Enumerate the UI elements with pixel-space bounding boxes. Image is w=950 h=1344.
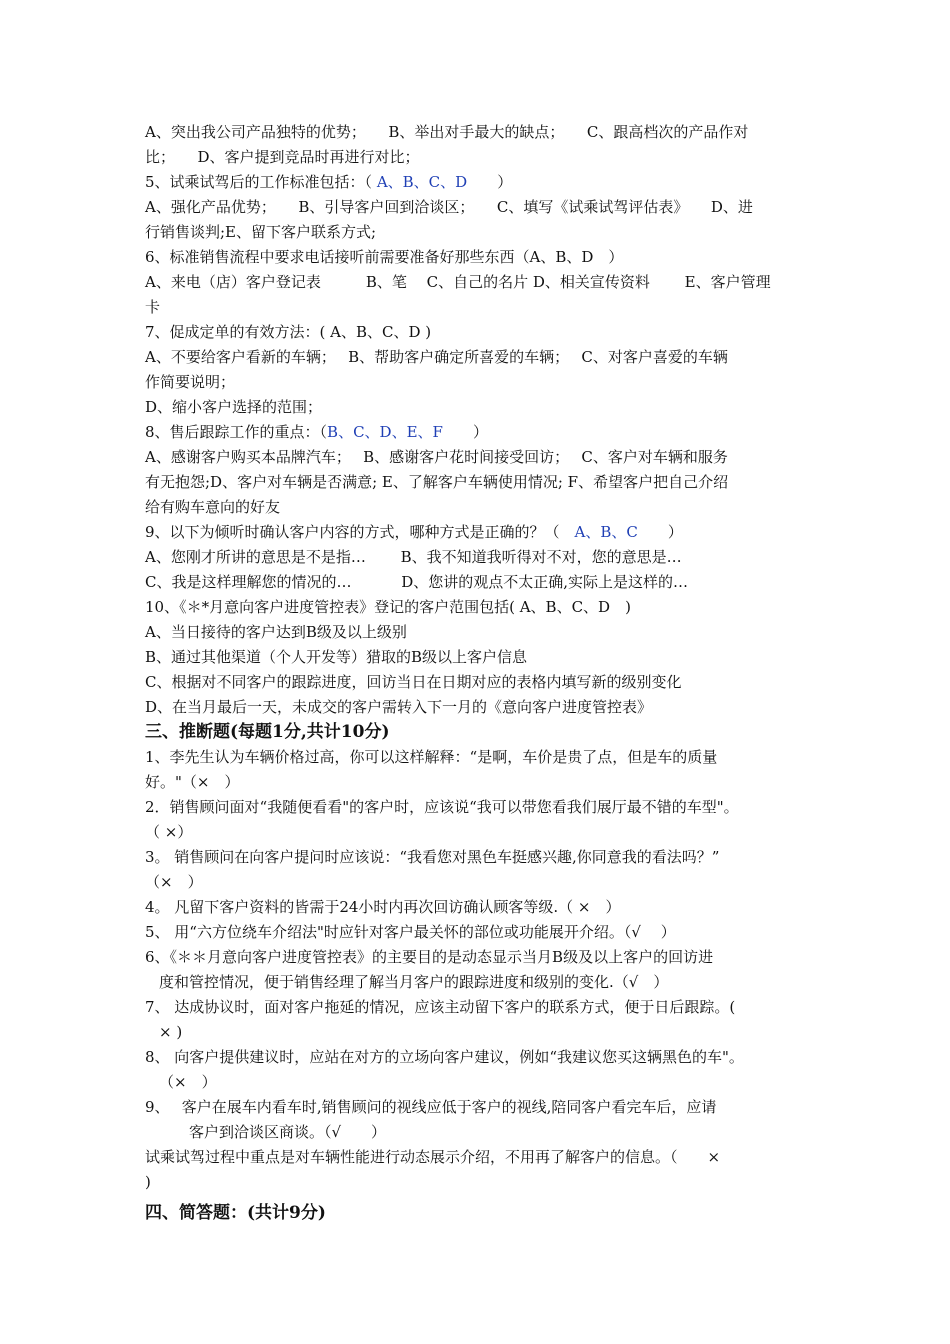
judge3-line2: （× ）	[145, 873, 203, 891]
q10-option-c: C、根据对不同客户的跟踪进度，回访当日在日期对应的表格内填写新的级别变化	[145, 673, 682, 691]
judge9-line2: 客户到洽谈区商谈。（√ ）	[189, 1123, 387, 1141]
judge10-line1: 试乘试驾过程中重点是对车辆性能进行动态展示介绍，不用再了解客户的信息。（ ×	[145, 1148, 721, 1166]
judge3-line1: 3。 销售顾问在向客户提问时应该说：“我看您对黑色车挺感兴趣,你同意我的看法吗？”	[145, 848, 720, 866]
q10-option-a: A、当日接待的客户达到B级及以上级别	[145, 623, 407, 641]
judge2-line2: （ ×）	[145, 823, 193, 841]
q7-options-line1: A、不要给客户看新的车辆； B、帮助客户确定所喜爱的车辆； C、对客户喜爱的车辆	[145, 348, 728, 366]
judge5: 5、 用“六方位绕车介绍法"时应针对客户最关怀的部位或功能展开介绍。（√ ）	[145, 923, 676, 941]
section4-title: 四、简答题：(共计9分)	[145, 1203, 326, 1223]
judge2-line1: 2．销售顾问面对“我随便看看"的客户时，应该说“我可以带您看我们展厅最不错的车型"。	[145, 798, 739, 816]
q10-option-d: D、在当月最后一天，未成交的客户需转入下一月的《意向客户进度管控表》	[145, 698, 653, 716]
q10-option-b: B、通过其他渠道（个人开发等）猎取的B级以上客户信息	[145, 648, 528, 666]
q9-options-line2: C、我是这样理解您的情况的… D、您讲的观点不太正确,实际上是这样的…	[145, 573, 689, 591]
q9-answer: A、B、C	[574, 523, 638, 541]
judge6-line2: 度和管控情况，便于销售经理了解当月客户的跟踪进度和级别的变化.（√ ）	[159, 973, 669, 991]
judge8-line2: （× ）	[159, 1073, 217, 1091]
q8-options-line2: 有无抱怨;D、客户对车辆是否满意; E、了解客户车辆使用情况; F、希望客户把自己介绍	[145, 473, 729, 491]
judge6-line1: 6、《＊＊月意向客户进度管控表》的主要目的是动态显示当月B级及以上客户的回访进	[145, 948, 714, 966]
q9-options-line1: A、您刚才所讲的意思是不是指… B、我不知道我听得对不对，您的意思是…	[145, 548, 682, 566]
q5-options-line1: A、强化产品优势； B、引导客户回到洽谈区； C、填写《试乘试驾评估表》 D、进	[145, 198, 753, 216]
judge4: 4。 凡留下客户资料的皆需于24小时内再次回访确认顾客等级.（ × ）	[145, 898, 621, 916]
q6-options-line2: 卡	[145, 298, 161, 316]
q5-stem	[145, 170, 810, 195]
q8-close: ）	[442, 423, 488, 441]
judge10-line2: )	[145, 1173, 151, 1191]
q10-stem: 10、《＊*月意向客户进度管控表》登记的客户范围包括( A、B、C、D )	[145, 598, 631, 616]
judge7-line1: 7、 达成协议时，面对客户拖延的情况，应该主动留下客户的联系方式，便于日后跟踪。(	[145, 998, 736, 1016]
judge8-line1: 8、 向客户提供建议时，应站在对方的立场向客户建议，例如“我建议您买这辆黑色的车"。	[145, 1048, 744, 1066]
q8-stem	[145, 420, 810, 445]
q8-answer: B、C、D、E、F	[327, 423, 443, 441]
judge7-line2: × )	[159, 1023, 183, 1041]
q9-stem	[145, 520, 810, 545]
section3-title: 三、推断题(每题1分,共计10分)	[145, 722, 390, 742]
q7-stem: 7、促成定单的有效方法：( A、B、C、D )	[145, 323, 432, 341]
q4-options-line2: 比； D、客户提到竞品时再进行对比；	[145, 148, 420, 166]
q6-options-line1: A、来电（店）客户登记表 B、笔 C、自己的名片 D、相关宣传资料 E、客户管理	[145, 273, 771, 291]
q9-stem-text: 9、以下为倾听时确认客户内容的方式，哪种方式是正确的？（	[145, 523, 575, 541]
judge1-line1: 1、李先生认为车辆价格过高，你可以这样解释：“是啊，车价是贵了点，但是车的质量	[145, 748, 718, 766]
q6-stem: 6、标准销售流程中要求电话接听前需要准备好那些东西（A、B、D ）	[145, 248, 624, 266]
q7-options-line3: D、缩小客户选择的范围；	[145, 398, 323, 416]
judge1-line2: 好。"（× ）	[145, 773, 240, 791]
q8-options-line1: A、感谢客户购买本品牌汽车； B、感谢客户花时间接受回访； C、客户对车辆和服务	[145, 448, 728, 466]
q8-stem-text: 8、售后跟踪工作的重点：（	[145, 423, 328, 441]
document-page	[145, 120, 810, 1226]
q9-close: ）	[637, 523, 683, 541]
q8-options-line3: 给有购车意向的好友	[145, 498, 281, 516]
q5-close: ）	[467, 173, 513, 191]
q5-options-line2: 行销售谈判;E、留下客户联系方式;	[145, 223, 377, 241]
judge9-line1: 9、 客户在展车内看车时,销售顾问的视线应低于客户的视线,陪同客户看完车后，应请	[145, 1098, 717, 1116]
q7-options-line2: 作简要说明；	[145, 373, 236, 391]
q4-options-line1: A、突出我公司产品独特的优势； B、举出对手最大的缺点； C、跟高档次的产品作对	[145, 123, 749, 141]
q5-answer: A、B、C、D	[376, 173, 468, 191]
q5-stem-text: 5、试乘试驾后的工作标准包括：（	[145, 173, 377, 191]
